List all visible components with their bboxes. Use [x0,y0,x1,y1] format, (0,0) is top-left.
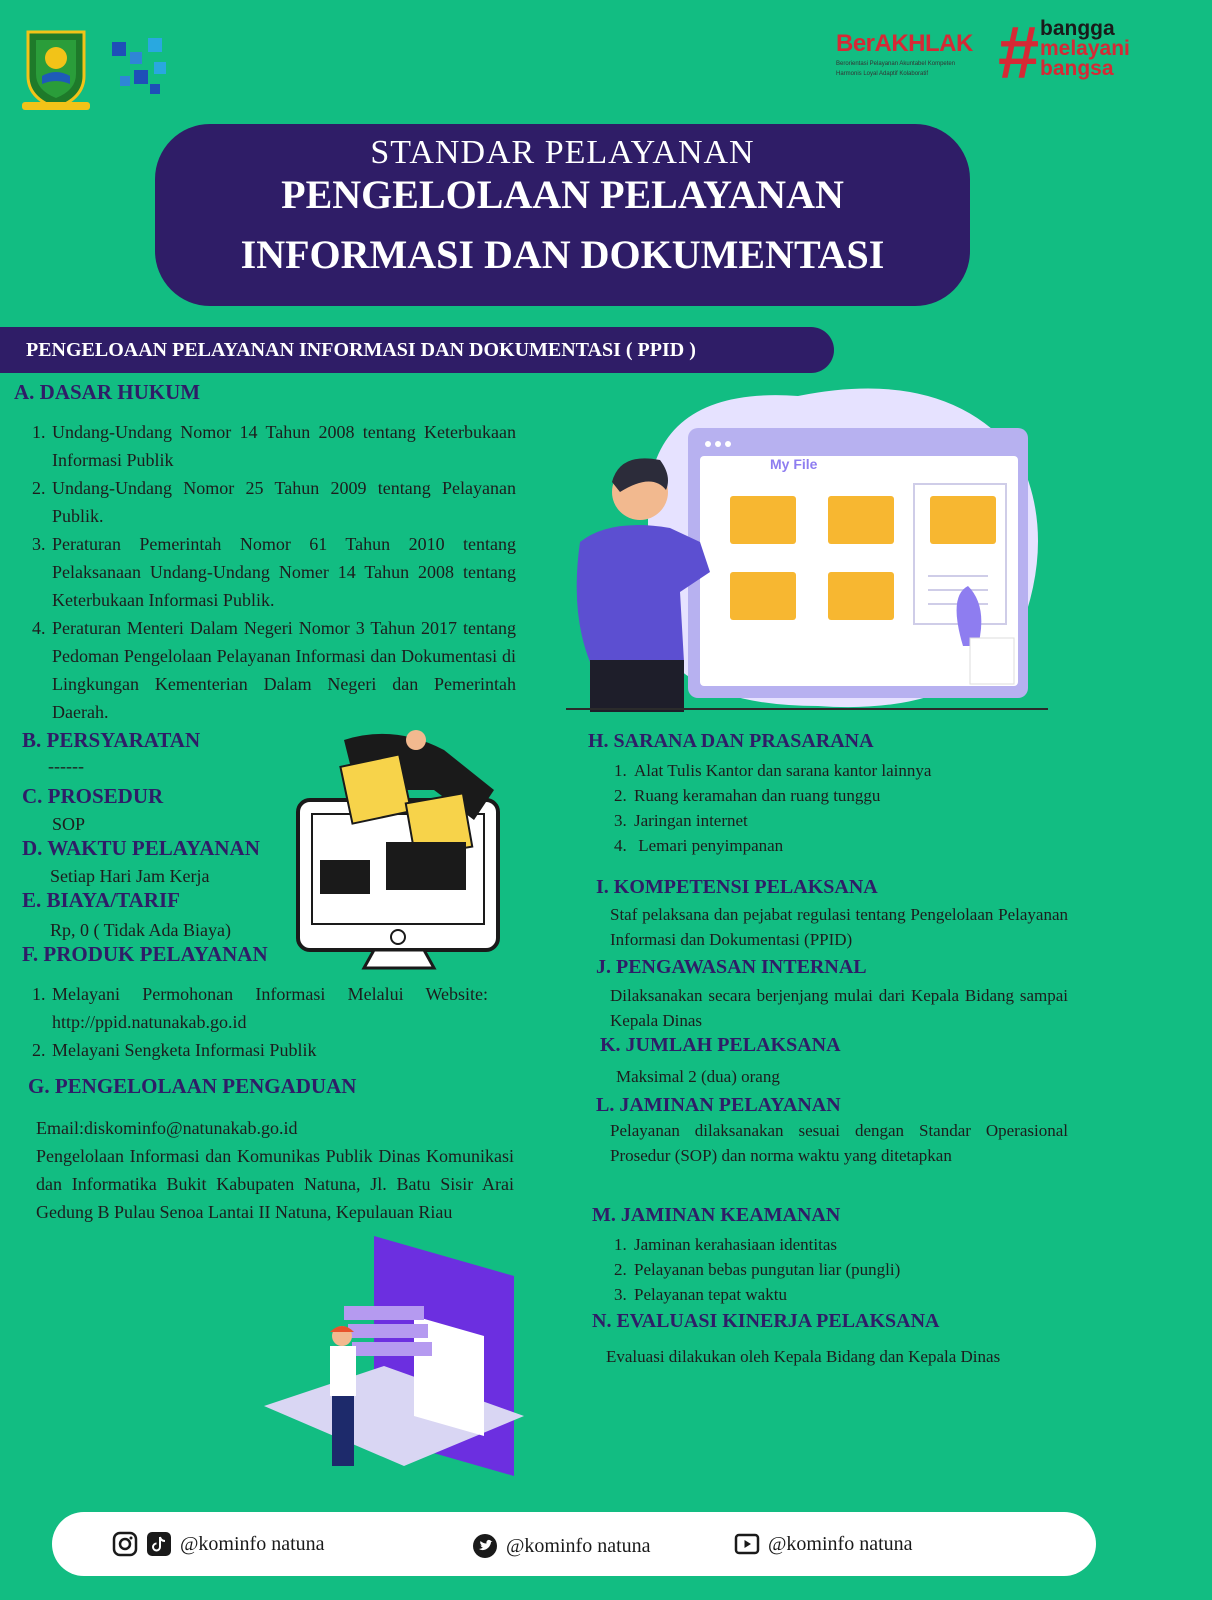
section-c-heading: C. PROSEDUR [22,784,164,808]
title-line-3: INFORMASI DAN DOKUMENTASI [240,232,885,277]
section-b-text: ------ [48,756,84,776]
section-d-heading: D. WAKTU PELAYANAN [22,836,260,860]
hashtag-icon: # [998,11,1040,94]
section-g-text: Pengelolaan Informasi dan Komunikas Publik Dinas Komunikasi dan Informatika Bukit Kabupaten Natuna, Jl. Batu Sisir Arai Gedung B Pulau Senoa Lantai II Natuna, Kepulauan Riau [36,1146,514,1222]
section-c-text: SOP [52,814,86,834]
twitter-icon [472,1533,498,1559]
section-m-list [614,1232,1054,1307]
section-n-heading: N. EVALUASI KINERJA PELAKSANA [592,1310,940,1332]
instagram-tiktok-handle-text: @kominfo natuna [180,1532,325,1555]
twitter-handle-text: @kominfo natuna [506,1534,651,1557]
twitter-handle[interactable] [472,1533,651,1559]
file-cabinet-illustration [264,1236,524,1496]
title-line-2: PENGELOLAAN PELAYANAN [281,172,844,217]
section-e-text: Rp, 0 ( Tidak Ada Biaya) [50,920,232,940]
list-item: 2. Undang-Undang Nomor 25 Tahun 2009 tentang Pelayanan Publik. [32,478,516,526]
section-j-heading: J. PENGAWASAN INTERNAL [596,956,867,978]
section-d-text: Setiap Hari Jam Kerja [50,866,210,886]
berakhlak-line-2: Harmonis Loyal Adaptif Kolaboratif [836,71,929,77]
youtube-handle-text: @kominfo natuna [768,1532,913,1555]
section-m-heading: M. JAMINAN KEAMANAN [592,1204,841,1226]
list-item: 1. Undang-Undang Nomor 14 Tahun 2008 tentang Keterbukaan Informasi Publik [32,422,516,470]
bangsa-word: bangsa [1040,57,1114,80]
list-item: 1. Melayani Permohonan Informasi Melalui Website: http://ppid.natunakab.go.id [32,984,488,1032]
section-e-heading: E. BIAYA/TARIF [22,888,180,912]
floor-line [566,708,1048,710]
youtube-icon [734,1531,760,1557]
section-l-text: Pelayanan dilaksanakan sesuai dengan Standar Operasional Prosedur (SOP) dan norma waktu yang ditetapkan [610,1121,1068,1165]
instagram-tiktok-handle[interactable] [112,1531,325,1557]
section-l-heading: L. JAMINAN PELAYANAN [596,1094,841,1116]
section-f-list [32,980,488,1064]
instagram-icon [112,1531,138,1557]
section-f-heading: F. PRODUK PELAYANAN [22,942,268,966]
list-item: 3. Peraturan Pemerintah Nomor 61 Tahun 2010 tentang Pelaksanaan Undang-Undang Nomer 14 Tahun 2008 tentang Keterbukaan Informasi Publik. [32,534,516,610]
social-footer [52,1512,1096,1576]
berakhlak-word: BerAKHLAK [836,30,973,57]
section-a-heading: A. DASAR HUKUM [14,380,201,404]
bangga-melayani-bangsa-logo [998,11,1168,94]
my-file-label: My File [770,456,818,472]
list-item: 3. Pelayanan tepat waktu [614,1285,787,1304]
berakhlak-logo [836,30,986,90]
section-h-list [614,758,1054,858]
person-illustration [560,452,710,712]
list-item: 4. Lemari penyimpanan [614,836,784,855]
berakhlak-line-1: Berorientasi Pelayanan Akuntabel Kompeten [836,61,956,67]
computer-documents-illustration [294,730,514,970]
section-k-text: Maksimal 2 (dua) orang [616,1067,780,1086]
section-a-list [32,418,516,726]
youtube-handle[interactable] [734,1531,913,1557]
section-n-text: Evaluasi dilakukan oleh Kepala Bidang dan Kepala Dinas [606,1347,1001,1366]
section-h-heading: H. SARANA DAN PRASARANA [588,730,874,752]
section-k-heading: K. JUMLAH PELAKSANA [600,1034,841,1056]
section-j-text: Dilaksanakan secara berjenjang mulai dari Kepala Bidang sampai Kepala Dinas [610,986,1068,1030]
title-box [155,124,970,306]
list-item: 2. Pelayanan bebas pungutan liar (pungli) [614,1260,901,1279]
section-b-heading: B. PERSYARATAN [22,728,201,752]
section-i-heading: I. KOMPETENSI PELAKSANA [596,876,878,898]
list-item: 1. Alat Tulis Kantor dan sarana kantor lainnya [614,761,932,780]
natuna-emblem-logo [22,28,90,112]
list-item: 1. Jaminan kerahasiaan identitas [614,1235,837,1254]
kominfo-logo [104,32,174,102]
list-item: 3. Jaringan internet [614,811,748,830]
bangga-word: bangga [1040,17,1115,40]
melayani-word: melayani [1040,37,1130,60]
section-i-text: Staf pelaksana dan pejabat regulasi tentang Pengelolaan Pelayanan Informasi dan Dokumentasi (PPID) [610,905,1068,949]
section-g-heading: G. PENGELOLAAN PENGADUAN [28,1074,357,1098]
tiktok-icon [146,1531,172,1557]
list-item: 2. Ruang keramahan dan ruang tunggu [614,786,881,805]
list-item: 4. Peraturan Menteri Dalam Negeri Nomor 3 Tahun 2017 tentang Pedoman Pengelolaan Pelayanan Informasi dan Dokumentasi di Lingkungan Kementerian Dalam Negeri dan Pemerintah Daerah. [32,618,516,722]
list-item: 2. Melayani Sengketa Informasi Publik [32,1040,317,1060]
title-line-1: STANDAR PELAYANAN [370,134,755,171]
section-g-email: Email:diskominfo@natunakab.go.id [36,1118,298,1138]
ppid-banner: PENGELOAAN PELAYANAN INFORMASI DAN DOKUMENTASI ( PPID ) [0,327,834,373]
